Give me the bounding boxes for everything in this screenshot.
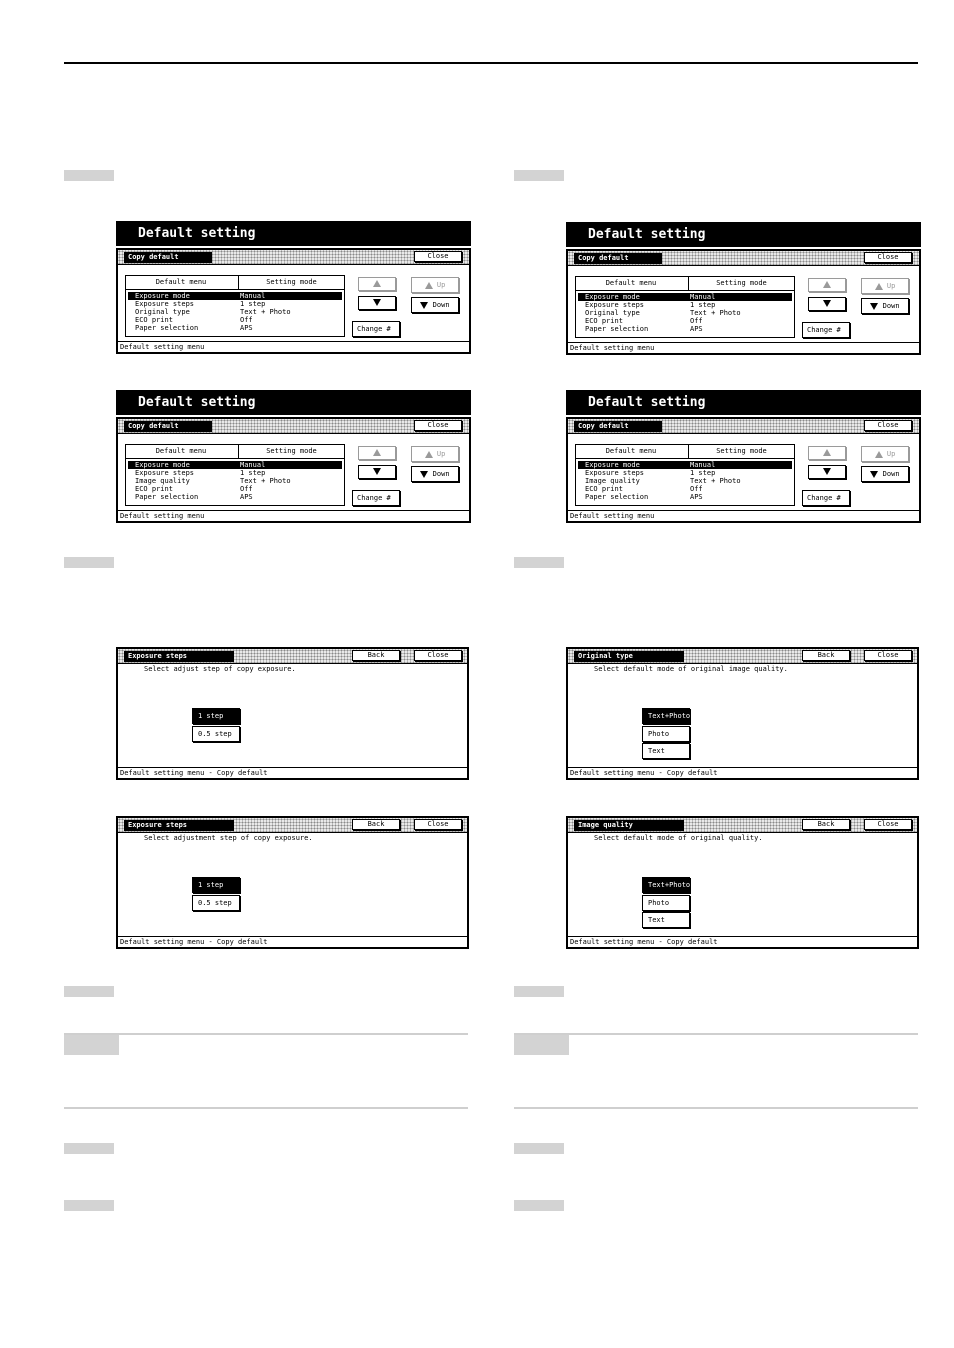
- table-row[interactable]: Exposure steps 1 step: [135, 469, 266, 477]
- copy-default-panel: [116, 248, 471, 354]
- panel-header-bar: [568, 649, 917, 664]
- table-row[interactable]: Paper selection APS: [585, 493, 703, 501]
- status-footer: Default setting menu - Copy default: [568, 936, 917, 947]
- option-text-photo[interactable]: Text+Photo: [642, 877, 690, 893]
- up-button[interactable]: Up: [411, 446, 459, 462]
- step-marker: [64, 1143, 114, 1154]
- panel-header-label: Exposure steps: [124, 820, 234, 831]
- arrow-up-icon: [373, 449, 381, 456]
- panel-header-label: Copy default: [124, 252, 212, 263]
- table-row[interactable]: ECO print Off: [135, 485, 253, 493]
- step-marker: [64, 557, 114, 568]
- exposure-steps-screen: [116, 647, 469, 780]
- step-marker: [514, 986, 564, 997]
- option-1-step[interactable]: 1 step: [192, 708, 240, 724]
- table-row[interactable]: Original type Text + Photo: [585, 309, 741, 317]
- panel-header-bar: [118, 250, 469, 265]
- default-menu-table: [125, 444, 345, 506]
- step-marker: [64, 1200, 114, 1211]
- step-marker: [514, 1200, 564, 1211]
- arrow-down-icon: [823, 468, 831, 475]
- option-text-photo[interactable]: Text+Photo: [642, 708, 690, 724]
- scroll-up-button[interactable]: [808, 278, 846, 292]
- panel-header-bar: [568, 818, 917, 833]
- note-rule-bottom: [514, 1107, 918, 1109]
- panel-header-bar: [568, 419, 919, 434]
- default-menu-table: [125, 275, 345, 337]
- status-footer: Default setting menu - Copy default: [118, 767, 467, 778]
- arrow-down-icon: [373, 299, 381, 306]
- arrow-down-icon: [420, 471, 428, 478]
- close-button[interactable]: Close: [864, 420, 912, 431]
- screen-title: Default setting: [566, 390, 921, 415]
- table-header: [126, 276, 344, 290]
- default-menu-table: [575, 444, 795, 506]
- status-footer: Default setting menu - Copy default: [568, 767, 917, 778]
- table-row[interactable]: Paper selection APS: [135, 324, 253, 332]
- column-default-menu: Default menu: [155, 447, 207, 455]
- arrow-down-icon: [870, 303, 878, 310]
- exposure-steps-screen: [116, 816, 469, 949]
- column-setting-mode: Setting mode: [688, 277, 794, 290]
- option-photo[interactable]: Photo: [642, 895, 690, 911]
- table-row[interactable]: Exposure mode Manual: [128, 292, 342, 300]
- table-row[interactable]: Paper selection APS: [135, 493, 253, 501]
- status-footer: Default setting menu - Copy default: [118, 936, 467, 947]
- step-marker: [514, 170, 564, 181]
- column-setting-mode: Setting mode: [238, 276, 344, 289]
- table-row[interactable]: Exposure mode Manual: [128, 461, 342, 469]
- note-rule-top: [514, 1033, 918, 1035]
- close-button[interactable]: Close: [414, 420, 462, 431]
- screen-title: Default setting: [116, 390, 471, 415]
- table-row[interactable]: ECO print Off: [585, 317, 703, 325]
- panel-header-label: Copy default: [574, 421, 662, 432]
- note-marker: [514, 1035, 569, 1055]
- arrow-up-icon: [823, 281, 831, 288]
- up-button[interactable]: Up: [861, 278, 909, 294]
- note-marker: [64, 1035, 119, 1055]
- step-marker: [514, 1143, 564, 1154]
- column-setting-mode: Setting mode: [688, 445, 794, 458]
- scroll-up-button[interactable]: [808, 446, 846, 460]
- scroll-down-button[interactable]: [358, 465, 396, 479]
- screen-title: Default setting: [116, 221, 471, 246]
- panel-header-label: Copy default: [574, 253, 662, 264]
- panel-header-label: Copy default: [124, 421, 212, 432]
- close-button[interactable]: Close: [864, 819, 912, 830]
- table-header: [576, 277, 794, 291]
- table-row[interactable]: Exposure steps 1 step: [585, 469, 716, 477]
- back-button[interactable]: Back: [802, 819, 850, 830]
- close-button[interactable]: Close: [864, 252, 912, 263]
- down-button[interactable]: Down: [411, 466, 459, 482]
- down-button[interactable]: Down: [861, 466, 909, 482]
- status-footer: Default setting menu: [118, 341, 469, 352]
- arrow-down-icon: [420, 302, 428, 309]
- change-button[interactable]: Change #: [802, 322, 850, 338]
- note-rule-top: [64, 1033, 468, 1035]
- column-setting-mode: Setting mode: [238, 445, 344, 458]
- panel-header-label: Exposure steps: [124, 651, 234, 662]
- original-type-screen: [566, 647, 919, 780]
- prompt-text: Select adjust step of copy exposure.: [144, 665, 296, 673]
- table-row[interactable]: ECO print Off: [135, 316, 253, 324]
- up-button[interactable]: Up: [861, 446, 909, 462]
- arrow-down-icon: [823, 300, 831, 307]
- copy-default-panel: [566, 417, 921, 523]
- scroll-up-button[interactable]: [358, 277, 396, 291]
- arrow-down-icon: [870, 471, 878, 478]
- copy-default-panel: [116, 417, 471, 523]
- down-button[interactable]: Down: [861, 298, 909, 314]
- option-0-5-step[interactable]: 0.5 step: [192, 895, 240, 911]
- panel-header-label: Image quality: [574, 820, 684, 831]
- change-button[interactable]: Change #: [352, 321, 400, 337]
- arrow-down-icon: [373, 468, 381, 475]
- scroll-up-button[interactable]: [358, 446, 396, 460]
- up-button[interactable]: Up: [411, 277, 459, 293]
- option-1-step[interactable]: 1 step: [192, 877, 240, 893]
- close-button[interactable]: Close: [414, 251, 462, 262]
- table-row[interactable]: Exposure steps 1 step: [135, 300, 266, 308]
- table-row[interactable]: Exposure steps 1 step: [585, 301, 716, 309]
- panel-header-bar: [118, 818, 467, 833]
- scroll-down-button[interactable]: [808, 297, 846, 311]
- table-row[interactable]: Exposure mode Manual: [578, 461, 792, 469]
- back-button[interactable]: Back: [802, 650, 850, 661]
- scroll-down-button[interactable]: [358, 296, 396, 310]
- option-photo[interactable]: Photo: [642, 726, 690, 742]
- prompt-text: Select adjustment step of copy exposure.: [144, 834, 313, 842]
- change-button[interactable]: Change #: [352, 490, 400, 506]
- table-row[interactable]: Original type Text + Photo: [135, 308, 291, 316]
- arrow-up-icon: [875, 451, 883, 458]
- step-marker: [64, 986, 114, 997]
- back-button[interactable]: Back: [352, 819, 400, 830]
- step-marker: [64, 170, 114, 181]
- note-rule-bottom: [64, 1107, 468, 1109]
- step-marker: [514, 557, 564, 568]
- panel-header-bar: [568, 251, 919, 266]
- table-row[interactable]: ECO print Off: [585, 485, 703, 493]
- table-row[interactable]: Paper selection APS: [585, 325, 703, 333]
- option-text[interactable]: Text: [642, 912, 690, 928]
- prompt-text: Select default mode of original quality.: [594, 834, 763, 842]
- down-button[interactable]: Down: [411, 297, 459, 313]
- option-0-5-step[interactable]: 0.5 step: [192, 726, 240, 742]
- column-default-menu: Default menu: [605, 279, 657, 287]
- prompt-text: Select default mode of original image quality.: [594, 665, 788, 673]
- close-button[interactable]: Close: [864, 650, 912, 661]
- column-default-menu: Default menu: [605, 447, 657, 455]
- image-quality-screen: [566, 816, 919, 949]
- status-footer: Default setting menu: [568, 342, 919, 353]
- default-menu-table: [575, 276, 795, 338]
- status-footer: Default setting menu: [568, 510, 919, 521]
- table-row[interactable]: Image quality Text + Photo: [585, 477, 741, 485]
- status-footer: Default setting menu: [118, 510, 469, 521]
- header-rule: [64, 62, 918, 64]
- arrow-up-icon: [425, 282, 433, 289]
- option-text[interactable]: Text: [642, 743, 690, 759]
- table-header: [576, 445, 794, 459]
- arrow-up-icon: [875, 283, 883, 290]
- close-button[interactable]: Close: [414, 650, 462, 661]
- panel-header-bar: [118, 419, 469, 434]
- arrow-up-icon: [373, 280, 381, 287]
- copy-default-panel: [566, 249, 921, 355]
- close-button[interactable]: Close: [414, 819, 462, 830]
- scroll-down-button[interactable]: [808, 465, 846, 479]
- table-header: [126, 445, 344, 459]
- table-row[interactable]: Image quality Text + Photo: [135, 477, 291, 485]
- panel-header-bar: [118, 649, 467, 664]
- change-button[interactable]: Change #: [802, 490, 850, 506]
- column-default-menu: Default menu: [155, 278, 207, 286]
- back-button[interactable]: Back: [352, 650, 400, 661]
- arrow-up-icon: [425, 451, 433, 458]
- table-row[interactable]: Exposure mode Manual: [578, 293, 792, 301]
- screen-title: Default setting: [566, 222, 921, 247]
- panel-header-label: Original type: [574, 651, 684, 662]
- arrow-up-icon: [823, 449, 831, 456]
